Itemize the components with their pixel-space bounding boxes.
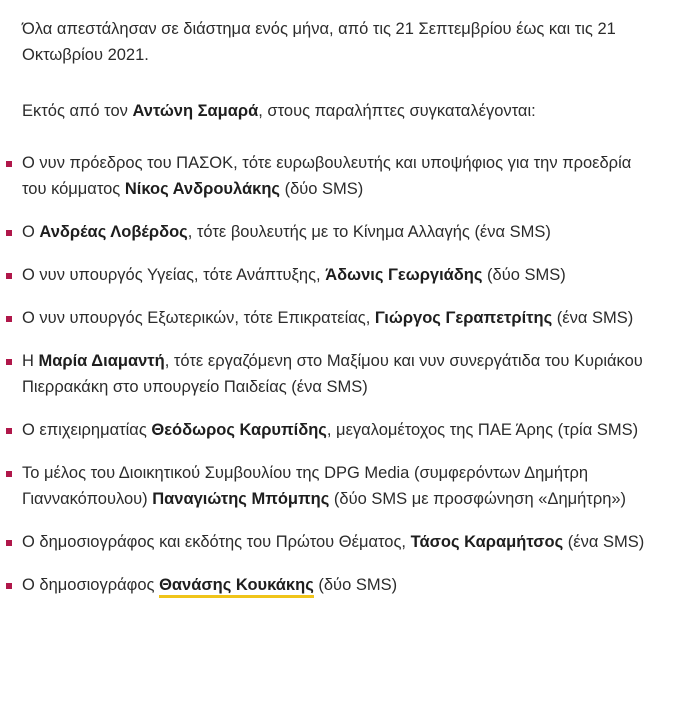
list-item: Το μέλος του Διοικητικού Συμβουλίου της DPG Media (συμφερόντων Δημήτρη Γιαννακόπουλου) Παναγιώτης Μπόμπης (δύο SMS με προσφώνηση «Δημήτρη») bbox=[22, 460, 645, 512]
list-item: Ο νυν πρόεδρος του ΠΑΣΟΚ, τότε ευρωβουλευτής και υποψήφιος για την προεδρία του κόμματος Νίκος Ανδρουλάκης (δύο SMS) bbox=[22, 150, 645, 202]
list-item: Ο επιχειρηματίας Θεόδωρος Καρυπίδης, μεγαλομέτοχος της ΠΑΕ Άρης (τρία SMS) bbox=[22, 417, 645, 443]
list-item: Ο νυν υπουργός Υγείας, τότε Ανάπτυξης, Άδωνις Γεωργιάδης (δύο SMS) bbox=[22, 262, 645, 288]
bullet-marker bbox=[6, 316, 12, 322]
intro-paragraph: Όλα απεστάλησαν σε διάστημα ενός μήνα, από τις 21 Σεπτεμβρίου έως και τις 21 Οκτωβρίου 2021. bbox=[22, 20, 616, 64]
list-item: Ο νυν υπουργός Εξωτερικών, τότε Επικρατείας, Γιώργος Γεραπετρίτης (ένα SMS) bbox=[22, 305, 645, 331]
list-item: Η Μαρία Διαμαντή, τότε εργαζόμενη στο Μαξίμου και νυν συνεργάτιδα του Κυριάκου Πιερρακάκη στο υπουργείο Παιδείας (ένα SMS) bbox=[22, 348, 645, 400]
bullet-marker bbox=[6, 273, 12, 279]
lead-post: , στους παραλήπτες συγκαταλέγονται: bbox=[258, 102, 536, 120]
recipient-name: Παναγιώτης Μπόμπης bbox=[152, 490, 330, 508]
list-item: Ο Ανδρέας Λοβέρδος, τότε βουλευτής με το Κίνημα Αλλαγής (ένα SMS) bbox=[22, 219, 645, 245]
lead-pre: Εκτός από τον bbox=[22, 102, 133, 120]
bullet-marker bbox=[6, 230, 12, 236]
recipient-name: Μαρία Διαμαντή bbox=[38, 352, 165, 370]
bullet-marker bbox=[6, 428, 12, 434]
recipient-name: Ανδρέας Λοβέρδος bbox=[39, 223, 188, 241]
bullet-marker bbox=[6, 359, 12, 365]
bullet-marker bbox=[6, 161, 12, 167]
recipients-list bbox=[22, 150, 645, 598]
recipient-name: Άδωνις Γεωργιάδης bbox=[325, 266, 483, 284]
list-item: Ο δημοσιογράφος Θανάσης Κουκάκης (δύο SMS) bbox=[22, 572, 645, 598]
recipient-name: Γιώργος Γεραπετρίτης bbox=[374, 309, 553, 327]
recipient-name: Νίκος Ανδρουλάκης bbox=[124, 180, 280, 198]
lead-paragraph bbox=[22, 98, 645, 124]
bullet-marker bbox=[6, 540, 12, 546]
recipient-name: Τάσος Καραμήτσος bbox=[410, 533, 564, 551]
bullet-marker bbox=[6, 583, 12, 589]
list-item: Ο δημοσιογράφος και εκδότης του Πρώτου Θέματος, Τάσος Καραμήτσος (ένα SMS) bbox=[22, 529, 645, 555]
lead-name: Αντώνη Σαμαρά bbox=[132, 102, 259, 120]
bullet-marker bbox=[6, 471, 12, 477]
recipient-name: Θεόδωρος Καρυπίδης bbox=[151, 421, 327, 439]
recipient-name-link[interactable]: Θανάσης Κουκάκης bbox=[159, 576, 314, 598]
